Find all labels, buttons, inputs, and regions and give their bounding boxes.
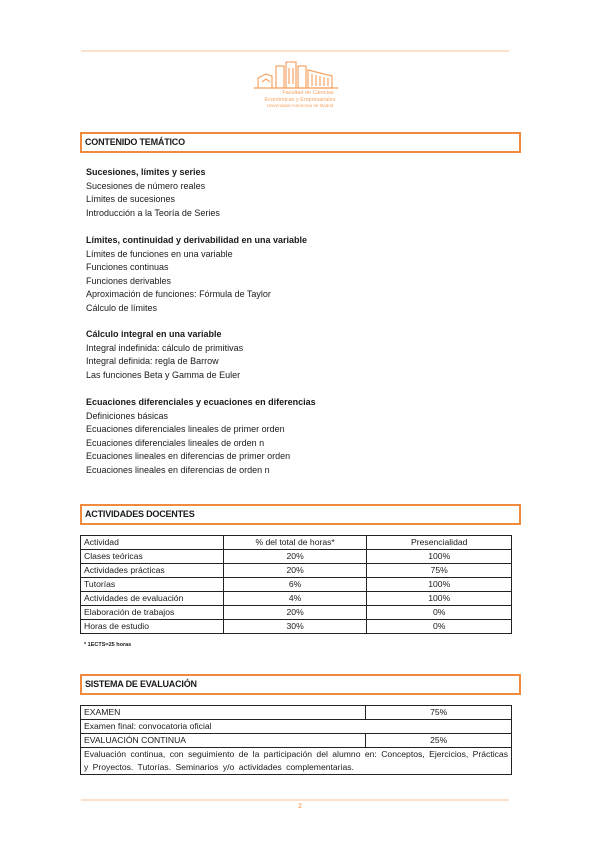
section-heading-evaluacion: SISTEMA DE EVALUACIÓN: [80, 674, 521, 695]
evaluation-table: [80, 705, 512, 775]
presence-cell: 75%: [367, 564, 512, 578]
topic-item: Integral indefinida: cálculo de primitivas: [86, 342, 244, 353]
topic-item: Ecuaciones lineales en diferencias de orden n: [86, 464, 270, 475]
topic-item: Introducción a la Teoría de Series: [86, 207, 220, 218]
topic-title: Cálculo integral en una variable: [86, 329, 222, 339]
continuous-description: Evaluación continua, con seguimiento de la participación del alumno en: Conceptos, Ejercicios, Prácticas y Proyectos. Tutorías. Seminarios y/o actividades complementarias.: [81, 748, 512, 775]
topic-item: Límites de sucesiones: [86, 194, 176, 204]
table-row: [81, 620, 512, 634]
activity-cell: Clases teóricas: [81, 550, 224, 564]
continuous-label: EVALUACIÓN CONTINUA: [81, 734, 366, 748]
activity-cell: Elaboración de trabajos: [81, 606, 224, 620]
activity-cell: Actividades prácticas: [81, 564, 224, 578]
table-header-row: [81, 536, 512, 550]
presence-cell: 0%: [367, 620, 512, 634]
topic-item: Las funciones Beta y Gamma de Euler: [86, 369, 241, 380]
logo-line-2: Económicas y Empresariales: [264, 96, 336, 103]
table-row: [81, 706, 512, 720]
table-row: [81, 564, 512, 578]
ects-footnote: * 1ECTS=25 horas: [84, 642, 132, 648]
topic-item: Ecuaciones lineales en diferencias de primer orden: [86, 451, 291, 461]
page-number: 2: [298, 803, 302, 810]
table-row: [81, 550, 512, 564]
table-row: [81, 578, 512, 592]
exam-label: EXAMEN: [81, 706, 366, 720]
table-row: [81, 748, 512, 775]
header-rule: [81, 50, 509, 52]
topic-item: Definiciones básicas: [86, 410, 169, 421]
topic-item: Sucesiones de número reales: [86, 180, 206, 191]
exam-description: Examen final: convocatoria oficial: [81, 720, 512, 734]
table-row: [81, 606, 512, 620]
topic-block-2: [86, 234, 307, 315]
faculty-logo: [252, 58, 348, 110]
table-row: [81, 720, 512, 734]
table-row: [81, 734, 512, 748]
activity-cell: Horas de estudio: [81, 620, 224, 634]
exam-weight: 75%: [366, 706, 512, 720]
topic-item: Cálculo de límites: [86, 302, 158, 313]
topic-item: Aproximación de funciones: Fórmula de Taylor: [86, 289, 271, 299]
column-header: % del total de horas*: [223, 536, 367, 550]
logo-line-1: Facultad de Ciencias: [282, 90, 334, 96]
hours-cell: 30%: [223, 620, 367, 634]
topic-item: Ecuaciones diferenciales lineales de primer orden: [86, 424, 285, 434]
topic-title: Límites, continuidad y derivabilidad en una variable: [86, 235, 308, 245]
topic-item: Integral definida: regla de Barrow: [86, 356, 219, 366]
hours-cell: 20%: [223, 564, 367, 578]
topic-item: Ecuaciones diferenciales lineales de orden n: [86, 437, 265, 448]
section-heading-actividades: ACTIVIDADES DOCENTES: [80, 504, 521, 525]
activity-cell: Tutorías: [81, 578, 224, 592]
activities-table: [80, 535, 512, 634]
topic-item: Funciones continuas: [86, 262, 169, 272]
activity-cell: Actividades de evaluación: [81, 592, 224, 606]
continuous-weight: 25%: [366, 734, 512, 748]
hours-cell: 20%: [223, 550, 367, 564]
section-heading-contenido: CONTENIDO TEMÁTICO: [80, 132, 521, 153]
column-header: Actividad: [81, 536, 224, 550]
table-row: [81, 592, 512, 606]
column-header: Presencialidad: [367, 536, 512, 550]
logo-line-3: Universidad Autónoma de Madrid: [266, 103, 334, 108]
topic-item: Funciones derivables: [86, 275, 172, 286]
hours-cell: 6%: [223, 578, 367, 592]
footer-rule: [81, 799, 509, 801]
topic-item: Límites de funciones en una variable: [86, 248, 233, 259]
topic-block-1: [86, 166, 220, 220]
presence-cell: 100%: [367, 578, 512, 592]
hours-cell: 4%: [223, 592, 367, 606]
topic-title: Ecuaciones diferenciales y ecuaciones en diferencias: [86, 397, 316, 407]
presence-cell: 0%: [367, 606, 512, 620]
topic-block-4: [86, 396, 316, 477]
hours-cell: 20%: [223, 606, 367, 620]
presence-cell: 100%: [367, 550, 512, 564]
building-logo-icon: [252, 58, 348, 90]
presence-cell: 100%: [367, 592, 512, 606]
topic-title: Sucesiones, límites y series: [86, 167, 206, 177]
topic-block-3: [86, 328, 243, 382]
